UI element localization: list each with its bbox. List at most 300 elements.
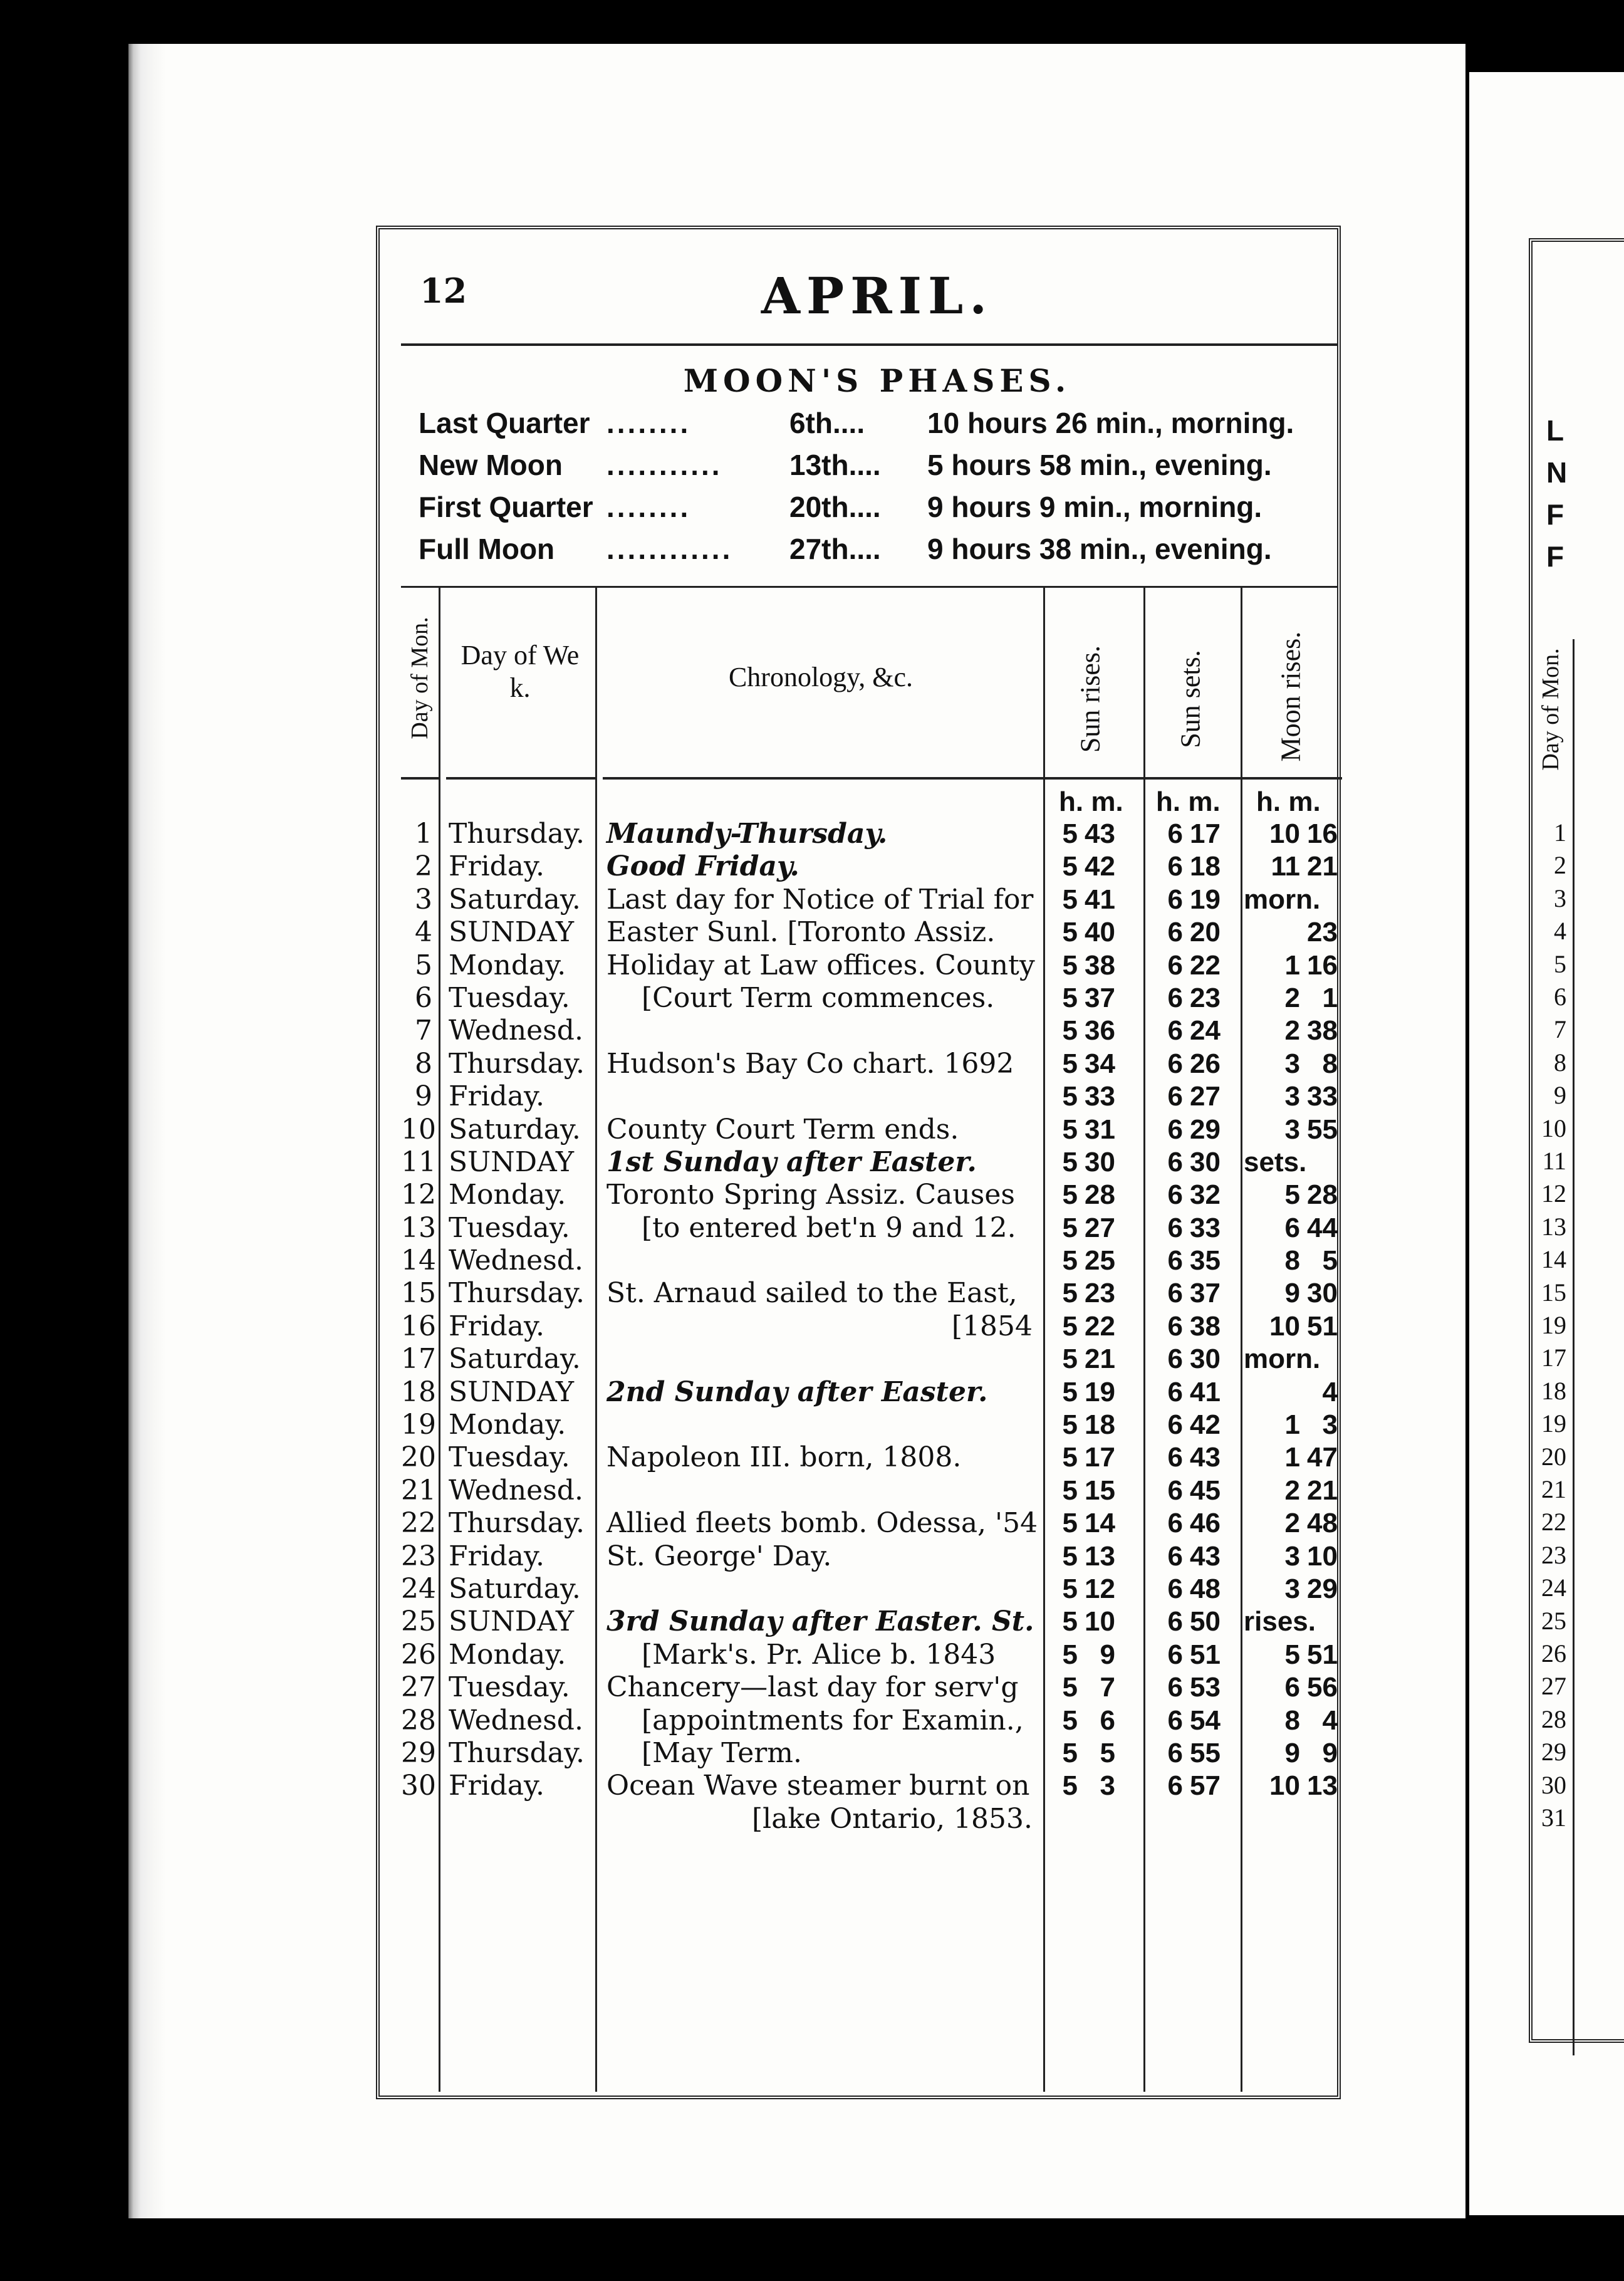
minute-value: 15 (1085, 1475, 1115, 1506)
hour-value: 5 (1062, 1606, 1078, 1637)
sun-sets (1158, 1146, 1239, 1179)
phase-time: 5 hours 58 min., evening. (927, 449, 1272, 481)
day-of-month: 21 (401, 1474, 436, 1506)
minute-value: 6 (1100, 1704, 1115, 1736)
table-row (401, 1605, 1341, 1638)
minute-value: 25 (1085, 1245, 1115, 1276)
minute-value: 9 (1322, 1737, 1338, 1768)
next-page-day-number: 6 (1554, 983, 1566, 1011)
day-of-week: Wednesd. (449, 1015, 583, 1047)
day-of-month: 15 (401, 1277, 436, 1310)
chronology-entry: St. Arnaud sailed to the East, (606, 1277, 1018, 1310)
chronology-entry: County Court Term ends. (606, 1113, 959, 1146)
header-sun-rises: Sun rises. (1075, 645, 1106, 753)
hour-value: 5 (1062, 1770, 1078, 1802)
chronology-entry: 2nd Sunday after Easter. (606, 1375, 988, 1408)
table-row (401, 949, 1341, 982)
next-page-phase-letter: F (1546, 498, 1564, 531)
hour-value: 5 (1062, 1015, 1078, 1047)
chronology-entry: Chancery—last day for serv'g (606, 1671, 1019, 1704)
minute-value: 13 (1085, 1540, 1115, 1572)
hour-value: 3 (1284, 1573, 1300, 1604)
hour-value: 5 (1062, 1508, 1078, 1539)
hour-value: 2 (1284, 1475, 1300, 1506)
hour-value: 5 (1284, 1179, 1300, 1211)
minute-value: 5 (1322, 1245, 1338, 1276)
next-page-phase-letter: L (1546, 414, 1564, 447)
minute-value: 43 (1190, 1540, 1221, 1572)
phase-row (419, 532, 1333, 572)
minute-value: 4 (1322, 1376, 1338, 1407)
minute-value: 27 (1085, 1212, 1115, 1243)
minute-value: 56 (1307, 1672, 1338, 1703)
minute-value: 30 (1307, 1278, 1338, 1309)
hour-value: 5 (1062, 851, 1078, 882)
hour-value: 6 (1167, 884, 1183, 915)
day-of-week: Thursday. (449, 1507, 585, 1540)
minute-value: 31 (1085, 1114, 1115, 1145)
hour-value: 6 (1167, 1146, 1183, 1177)
sun-sets (1158, 850, 1239, 883)
hour-value: 1 (1284, 1409, 1300, 1441)
sun-rises (1053, 1212, 1128, 1245)
day-of-week: Wednesd. (449, 1704, 583, 1736)
hour-value: 6 (1167, 1540, 1183, 1572)
day-of-month: 4 (415, 916, 432, 949)
hour-value: 6 (1167, 1442, 1183, 1473)
next-page-day-number: 8 (1554, 1048, 1566, 1077)
minute-value: 5 (1100, 1737, 1115, 1768)
table-row (401, 1310, 1341, 1343)
phase-date: 20th.... (789, 491, 881, 523)
next-page-day-number: 17 (1541, 1344, 1566, 1372)
next-page-phase-letter: N (1546, 456, 1568, 489)
next-page-day-number: 2 (1554, 851, 1566, 880)
next-page-day-number: 23 (1541, 1540, 1566, 1569)
table-row (401, 1376, 1341, 1409)
minute-value: 21 (1085, 1344, 1115, 1375)
table-row (401, 1441, 1341, 1474)
hour-value: 6 (1167, 1114, 1183, 1145)
day-of-month: 27 (401, 1671, 436, 1704)
sun-rises (1053, 982, 1128, 1015)
moon-rises: morn. (1244, 1344, 1321, 1375)
hour-value: 6 (1167, 1573, 1183, 1604)
minute-value: 26 (1190, 1048, 1221, 1079)
minute-value: 34 (1085, 1048, 1115, 1079)
minute-value: 19 (1190, 884, 1221, 915)
moon-rises (1244, 1573, 1338, 1605)
minute-value: 43 (1190, 1442, 1221, 1473)
minute-value: 18 (1190, 851, 1221, 882)
phase-row (419, 406, 1333, 446)
phase-leader-dots: ............ (606, 533, 733, 565)
moon-rises (1244, 949, 1338, 982)
sun-rises (1053, 1146, 1128, 1179)
moon-phases-heading: MOON'S PHASES. (683, 362, 1071, 399)
hour-value: 5 (1062, 1540, 1078, 1572)
moon-rises (1244, 1048, 1338, 1080)
sun-rises (1053, 1704, 1128, 1737)
hour-value: 6 (1167, 1081, 1183, 1112)
sun-rises (1053, 916, 1128, 949)
table-row (401, 1179, 1341, 1211)
hour-value: 6 (1167, 1409, 1183, 1441)
next-page-day-number: 1 (1554, 818, 1566, 847)
phase-date: 13th.... (789, 449, 881, 481)
sun-rises (1053, 1737, 1128, 1770)
minute-value: 21 (1307, 851, 1338, 882)
hour-value: 5 (1062, 1278, 1078, 1309)
minute-value: 41 (1085, 884, 1115, 915)
page-number: 12 (420, 271, 467, 311)
hour-value: 5 (1062, 1639, 1078, 1670)
day-of-month: 18 (401, 1375, 436, 1408)
day-of-month: 3 (415, 883, 432, 916)
table-row (401, 916, 1341, 949)
next-page-day-number: 19 (1541, 1409, 1566, 1438)
minute-value: 51 (1307, 1310, 1338, 1342)
next-page-day-number: 13 (1541, 1212, 1566, 1241)
sun-sets (1158, 1770, 1239, 1802)
table-row (401, 1770, 1341, 1802)
next-page-phase-letter: F (1546, 540, 1564, 573)
moon-rises (1244, 1409, 1338, 1441)
phase-name: First Quarter (419, 491, 593, 523)
hour-value: 6 (1167, 949, 1183, 981)
hour-value: 2 (1284, 982, 1300, 1013)
sun-sets (1158, 916, 1239, 949)
hour-value: 5 (1062, 818, 1078, 849)
moon-rises: sets. (1244, 1146, 1307, 1177)
sun-sets (1158, 1540, 1239, 1573)
sun-sets (1158, 1048, 1239, 1080)
hour-value: 10 (1269, 1770, 1300, 1802)
table-row (401, 1048, 1341, 1080)
minute-value: 14 (1085, 1508, 1115, 1539)
hour-value: 6 (1167, 1639, 1183, 1670)
sun-rises (1053, 1343, 1128, 1375)
table-row (401, 1080, 1341, 1113)
next-page-header-day: Day of Mon. (1538, 648, 1564, 771)
minute-value: 33 (1085, 1081, 1115, 1112)
day-of-week: Tuesday. (449, 1441, 570, 1474)
hour-value: 6 (1167, 1606, 1183, 1637)
hour-value: 6 (1167, 1770, 1183, 1802)
moon-rises (1244, 1015, 1338, 1047)
chronology-entry: Hudson's Bay Co chart. 1692 (606, 1047, 1014, 1080)
sun-sets (1158, 1475, 1239, 1507)
minute-value: 43 (1085, 818, 1115, 849)
minute-value: 44 (1307, 1212, 1338, 1243)
next-page-day-number: 5 (1554, 949, 1566, 978)
chronology-entry: Last day for Notice of Trial for (606, 883, 1034, 916)
chronology-entry: [appointments for Examin., (642, 1704, 1024, 1736)
sun-sets (1158, 884, 1239, 916)
day-of-week: Saturday. (449, 1343, 581, 1375)
minute-value: 17 (1190, 818, 1221, 849)
hour-value: 6 (1167, 1310, 1183, 1342)
minute-value: 48 (1307, 1508, 1338, 1539)
sun-rises (1053, 1114, 1128, 1146)
hour-value: 6 (1167, 1278, 1183, 1309)
phase-date: 27th.... (789, 533, 881, 565)
day-of-week: Wednesd. (449, 1245, 583, 1277)
moon-rises (1244, 1704, 1338, 1737)
minute-value: 50 (1190, 1606, 1221, 1637)
chronology-entry: 3rd Sunday after Easter. St. (606, 1605, 1034, 1638)
day-of-week: SUNDAY (449, 1375, 575, 1408)
chronology-entry: Holiday at Law offices. County (606, 949, 1035, 981)
unit-label: h. m. (1059, 786, 1123, 817)
day-of-week: Monday. (449, 1409, 566, 1441)
hour-value: 6 (1167, 982, 1183, 1013)
sun-sets (1158, 1376, 1239, 1409)
minute-value: 45 (1190, 1475, 1221, 1506)
sun-rises (1053, 1770, 1128, 1802)
day-of-week: Thursday. (449, 1277, 585, 1310)
hour-value: 5 (1062, 1573, 1078, 1604)
minute-value: 46 (1190, 1508, 1221, 1539)
day-of-month: 23 (401, 1540, 436, 1572)
moon-rises (1244, 1737, 1338, 1770)
next-page-day-number: 12 (1541, 1179, 1566, 1208)
hour-value: 6 (1167, 1672, 1183, 1703)
chronology-entry: 1st Sunday after Easter. (606, 1146, 977, 1178)
sun-rises (1053, 884, 1128, 916)
chronology-entry: [Mark's. Pr. Alice b. 1843 (642, 1638, 996, 1671)
day-of-week: Tuesday. (449, 1671, 570, 1704)
month-title: APRIL. (761, 266, 994, 325)
sun-rises (1053, 850, 1128, 883)
next-page-day-number: 4 (1554, 917, 1566, 946)
sun-sets (1158, 1080, 1239, 1113)
day-of-week: Monday. (449, 949, 566, 981)
next-page-day-number: 11 (1542, 1147, 1566, 1175)
day-of-month: 1 (415, 818, 432, 850)
phase-time: 9 hours 9 min., morning. (927, 491, 1262, 523)
minute-value: 9 (1100, 1639, 1115, 1670)
day-of-month: 29 (401, 1736, 436, 1769)
header-day-of-week: Day of We k. (461, 640, 580, 703)
minute-value: 47 (1307, 1442, 1338, 1473)
day-of-week: Tuesday. (449, 1211, 570, 1244)
hour-value: 3 (1284, 1114, 1300, 1145)
day-of-month: 24 (401, 1572, 436, 1605)
header-day-of-month: Day of Mon. (407, 617, 433, 739)
minute-value: 16 (1307, 818, 1338, 849)
minute-value: 27 (1190, 1081, 1221, 1112)
hour-value: 6 (1167, 818, 1183, 849)
hour-value: 6 (1167, 1344, 1183, 1375)
table-row (401, 1540, 1341, 1573)
minute-value: 28 (1085, 1179, 1115, 1211)
sun-sets (1158, 1114, 1239, 1146)
sun-rises (1053, 1179, 1128, 1211)
day-of-week: Friday. (449, 1080, 545, 1113)
hour-value: 5 (1062, 1146, 1078, 1177)
day-of-month: 5 (415, 949, 432, 981)
day-of-month: 9 (415, 1080, 432, 1113)
sun-rises (1053, 1507, 1128, 1540)
unit-label: h. m. (1156, 786, 1221, 817)
phase-time: 9 hours 38 min., evening. (927, 533, 1272, 565)
minute-value: 21 (1307, 1475, 1338, 1506)
sun-rises (1053, 1277, 1128, 1310)
minute-value: 3 (1322, 1409, 1338, 1441)
minute-value: 16 (1307, 949, 1338, 981)
hour-value: 9 (1284, 1737, 1300, 1768)
minute-value: 22 (1190, 949, 1221, 981)
phase-name: Last Quarter (419, 407, 590, 439)
day-of-month: 17 (401, 1343, 436, 1375)
sun-rises (1053, 1605, 1128, 1638)
sun-sets (1158, 1343, 1239, 1375)
chronology-entry: Ocean Wave steamer burnt on (606, 1770, 1030, 1802)
sun-sets (1158, 1212, 1239, 1245)
day-of-month: 14 (401, 1245, 436, 1277)
sun-sets (1158, 1704, 1239, 1737)
phase-row (419, 490, 1333, 530)
day-of-week: Friday. (449, 1540, 545, 1572)
hour-value: 5 (1062, 1245, 1078, 1276)
day-of-month: 20 (401, 1441, 436, 1474)
sun-rises (1053, 949, 1128, 982)
sun-rises (1053, 1671, 1128, 1704)
hour-value: 5 (1062, 1409, 1078, 1441)
chronology-entry: Maundy-Thursday. (606, 818, 888, 850)
hour-value: 5 (1062, 1212, 1078, 1243)
moon-rises (1244, 1080, 1338, 1113)
moon-rises (1244, 1540, 1338, 1573)
moon-rises (1244, 1475, 1338, 1507)
next-page-day-number: 27 (1541, 1672, 1566, 1701)
day-of-month: 25 (401, 1605, 436, 1638)
next-page-day-number: 30 (1541, 1770, 1566, 1799)
day-of-week: SUNDAY (449, 916, 575, 949)
phase-row (419, 448, 1333, 488)
day-of-month: 30 (401, 1770, 436, 1802)
table-row (401, 1639, 1341, 1671)
header-rule (446, 777, 595, 780)
hour-value: 9 (1284, 1278, 1300, 1309)
header-rule (603, 777, 1342, 780)
phase-name: New Moon (419, 449, 563, 481)
phase-date: 6th.... (789, 407, 865, 439)
hour-value: 5 (1062, 1344, 1078, 1375)
chronology-entry: [lake Ontario, 1853. (751, 1802, 1033, 1835)
minute-value: 37 (1085, 982, 1115, 1013)
sun-rises (1053, 1639, 1128, 1671)
next-page-day-number: 31 (1541, 1803, 1566, 1832)
day-of-week: Tuesday. (449, 981, 570, 1014)
hour-value: 5 (1062, 1114, 1078, 1145)
next-page-day-number: 28 (1541, 1704, 1566, 1733)
next-page-day-number: 15 (1541, 1278, 1566, 1307)
minute-value: 36 (1085, 1015, 1115, 1047)
hour-value: 5 (1284, 1639, 1300, 1670)
hour-value: 5 (1062, 1310, 1078, 1342)
minute-value: 40 (1085, 917, 1115, 948)
minute-value: 28 (1307, 1179, 1338, 1211)
sun-sets (1158, 982, 1239, 1015)
next-page-day-number: 10 (1541, 1114, 1566, 1142)
chronology-entry: [1854 (951, 1310, 1033, 1342)
sun-sets (1158, 1671, 1239, 1704)
hour-value: 6 (1167, 1015, 1183, 1047)
next-page-day-number: 29 (1541, 1738, 1566, 1767)
sun-rises (1053, 1475, 1128, 1507)
hour-value: 10 (1269, 1310, 1300, 1342)
table-row (401, 1343, 1341, 1375)
table-row (401, 1146, 1341, 1179)
table-row (401, 1409, 1341, 1441)
minute-value: 38 (1085, 949, 1115, 981)
chronology-entry: Napoleon III. born, 1808. (606, 1441, 962, 1474)
table-row (401, 884, 1341, 916)
next-page-day-number: 26 (1541, 1639, 1566, 1668)
calendar-rows (401, 818, 1341, 1835)
sun-rises (1053, 818, 1128, 850)
next-page-day-number: 20 (1541, 1442, 1566, 1471)
sun-sets (1158, 1310, 1239, 1343)
next-page-day-number: 24 (1541, 1574, 1566, 1602)
hour-value: 5 (1062, 1704, 1078, 1736)
moon-rises (1244, 916, 1338, 949)
sun-rises (1053, 1080, 1128, 1113)
sun-rises (1053, 1376, 1128, 1409)
table-row (401, 818, 1341, 850)
hour-value: 5 (1062, 1081, 1078, 1112)
sun-sets (1158, 1639, 1239, 1671)
day-of-month: 2 (415, 850, 432, 883)
header-sun-sets: Sun sets. (1175, 650, 1206, 748)
moon-rises (1244, 1114, 1338, 1146)
day-of-month: 12 (401, 1179, 436, 1211)
day-of-week: Friday. (449, 1770, 545, 1802)
minute-value: 10 (1307, 1540, 1338, 1572)
sun-sets (1158, 1441, 1239, 1474)
minute-value: 3 (1100, 1770, 1115, 1802)
sun-sets (1158, 1179, 1239, 1211)
hour-value: 8 (1284, 1704, 1300, 1736)
hour-value: 3 (1284, 1540, 1300, 1572)
sun-sets (1158, 1015, 1239, 1047)
day-of-week: Wednesd. (449, 1474, 583, 1506)
next-page-day-number: 7 (1554, 1015, 1566, 1044)
hour-value: 8 (1284, 1245, 1300, 1276)
hour-value: 5 (1062, 1672, 1078, 1703)
hour-value: 2 (1284, 1508, 1300, 1539)
minute-value: 29 (1190, 1114, 1221, 1145)
hour-value: 5 (1062, 1048, 1078, 1079)
hour-value: 5 (1062, 1442, 1078, 1473)
phase-leader-dots: ........ (606, 407, 691, 439)
minute-value: 54 (1190, 1704, 1221, 1736)
next-page-day-number: 18 (1541, 1376, 1566, 1405)
table-row (401, 982, 1341, 1015)
page-edge-shadow (128, 44, 166, 2218)
moon-rises (1244, 982, 1338, 1015)
divider (401, 586, 1338, 588)
sun-sets (1158, 1737, 1239, 1770)
table-row (401, 1671, 1341, 1704)
divider (401, 343, 1338, 346)
phase-name: Full Moon (419, 533, 555, 565)
table-row (401, 1507, 1341, 1540)
moon-rises (1244, 1179, 1338, 1211)
minute-value: 42 (1190, 1409, 1221, 1441)
